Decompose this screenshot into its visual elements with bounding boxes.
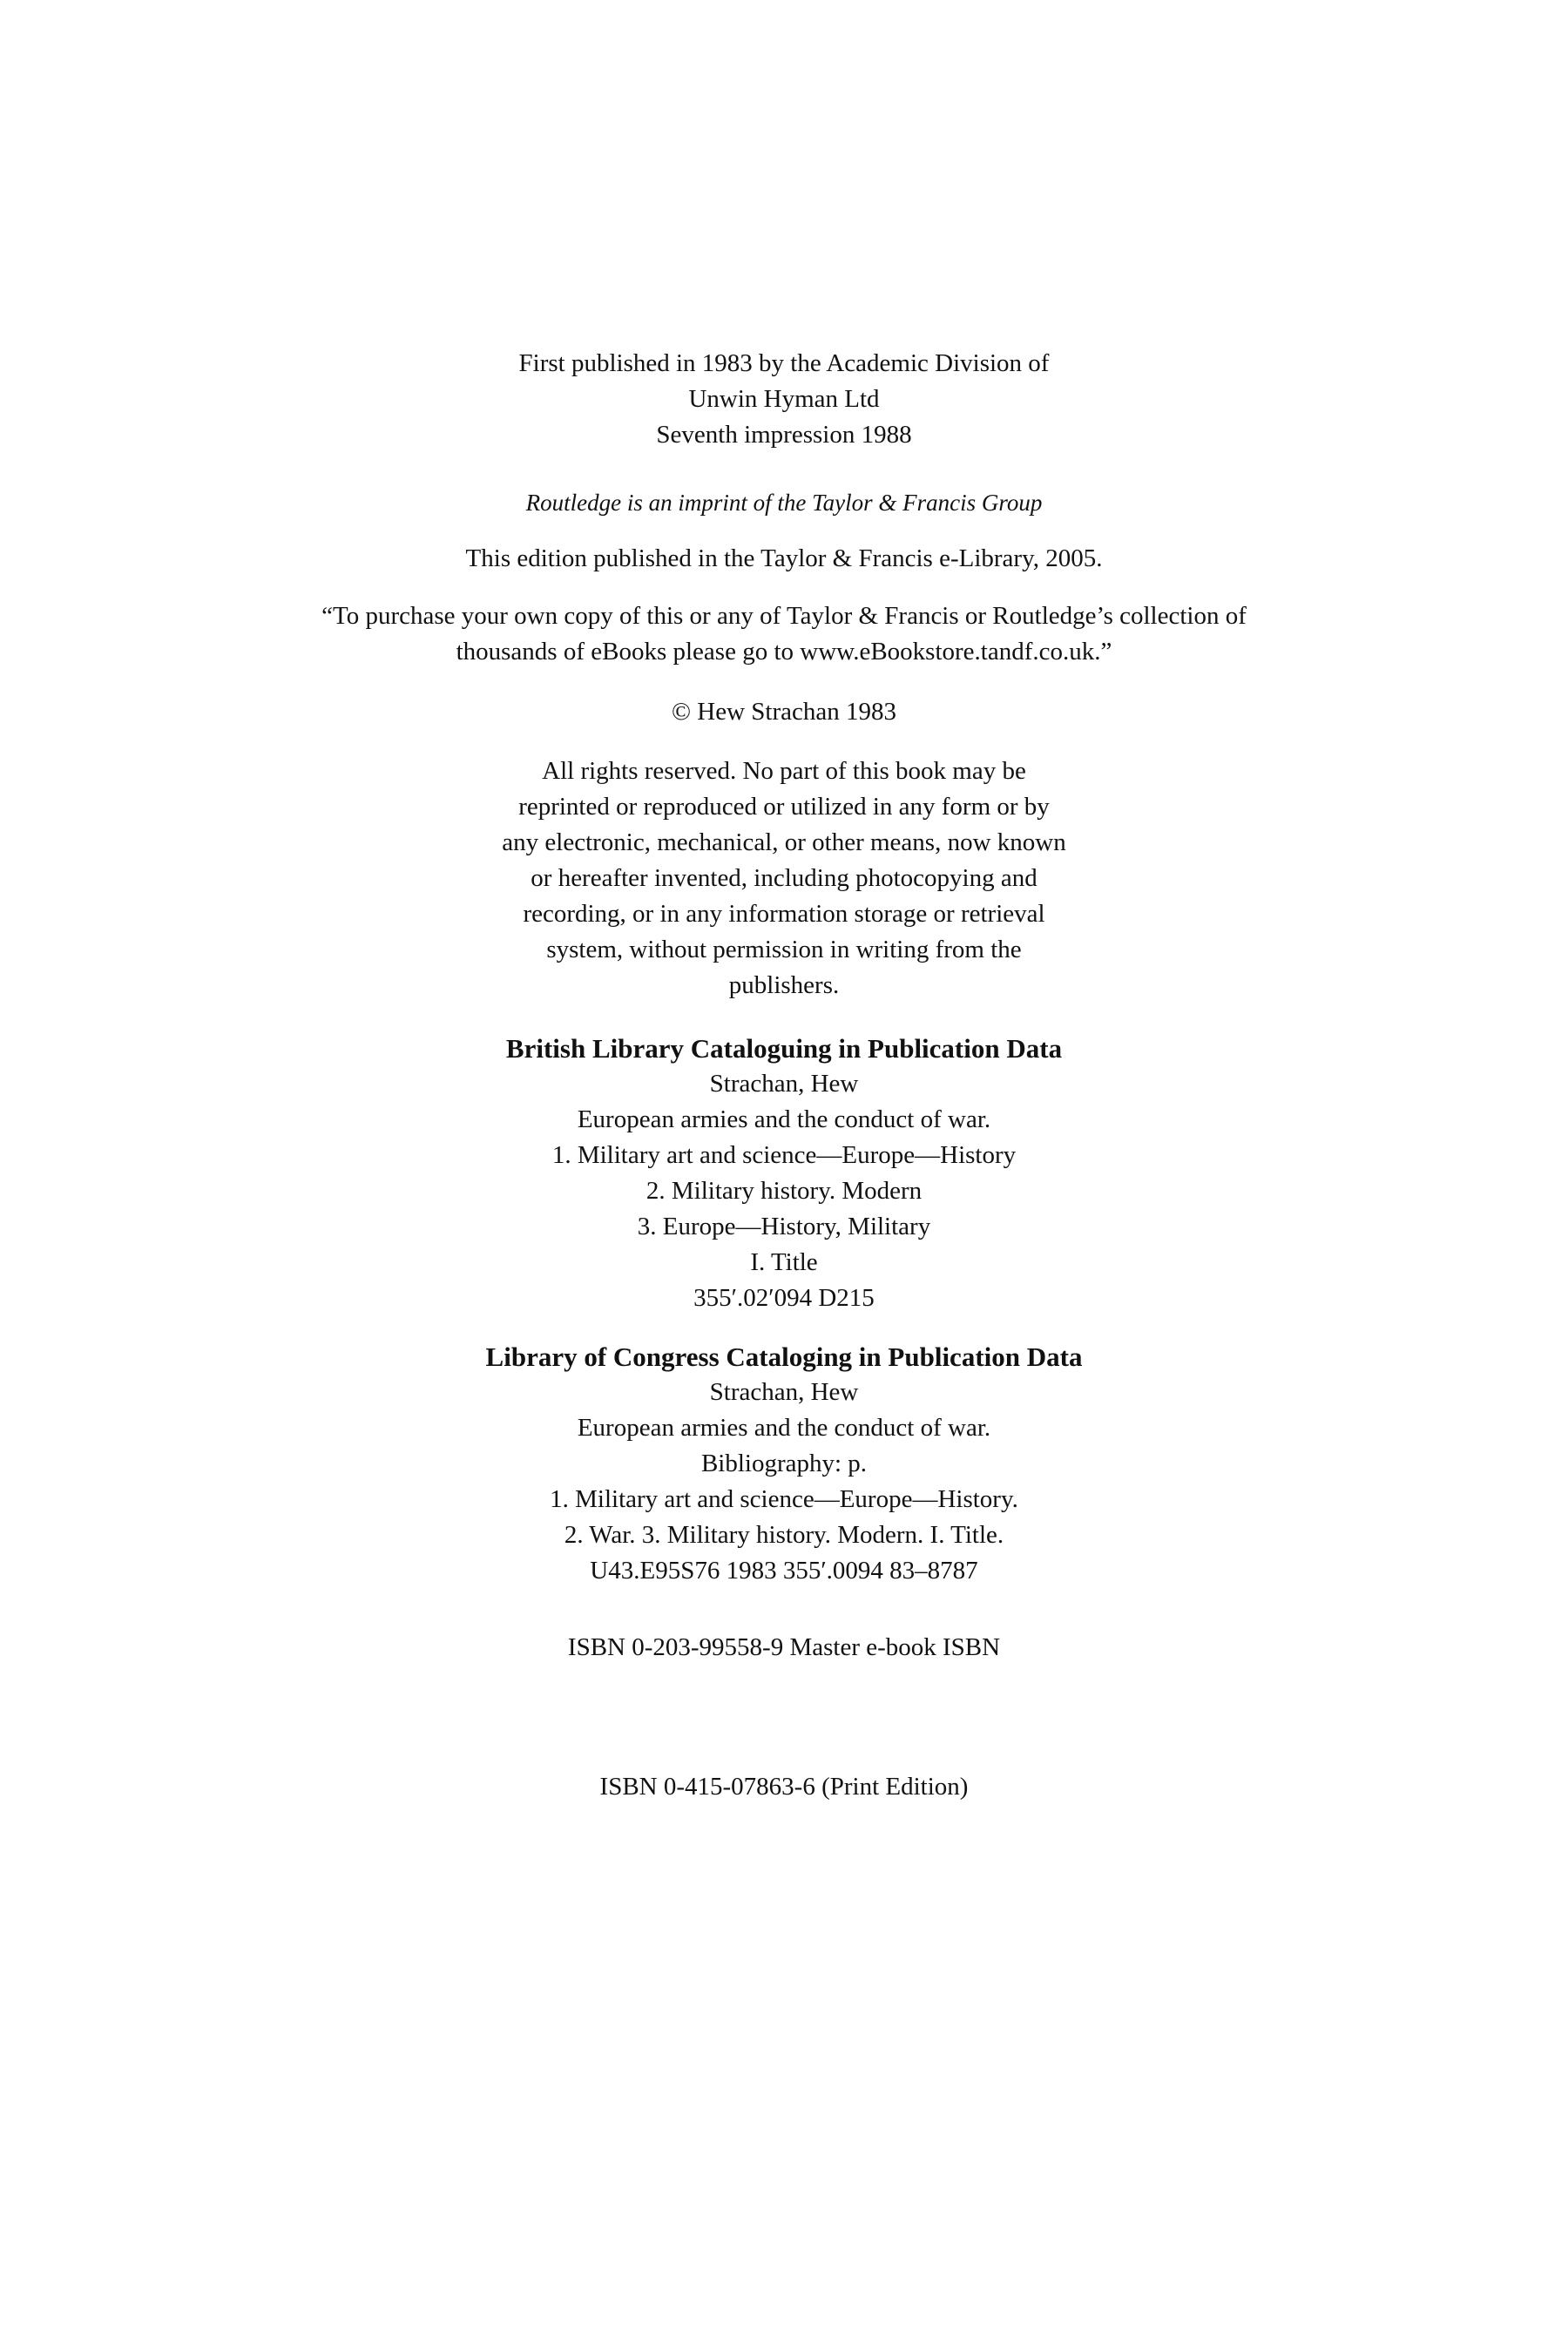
rights-line: publishers.	[728, 971, 840, 999]
edition-note: This edition published in the Taylor & Francis e-Library, 2005.	[465, 544, 1103, 572]
library-of-congress-block	[0, 1339, 1568, 1589]
catalogue-line: Strachan, Hew	[709, 1378, 859, 1406]
catalogue-line: U43.E95S76 1983 355′.0094 83–8787	[590, 1557, 978, 1585]
impression-line: Seventh impression 1988	[656, 421, 912, 449]
catalogue-line: I. Title	[750, 1248, 818, 1276]
rights-line: or hereafter invented, including photocopying and	[531, 864, 1037, 892]
print-isbn: ISBN 0-415-07863-6 (Print Edition)	[599, 1773, 969, 1801]
rights-line: any electronic, mechanical, or other means, now known	[502, 828, 1066, 856]
first-published-block	[0, 346, 1568, 453]
catalogue-line: 1. Military art and science—Europe—History.	[550, 1485, 1018, 1513]
ebook-isbn-block	[0, 1630, 1568, 1666]
edition-note-block	[0, 541, 1568, 577]
rights-line: system, without permission in writing from the	[546, 936, 1022, 963]
british-library-block	[0, 1031, 1568, 1316]
british-library-heading: British Library Cataloguing in Publication Data	[505, 1033, 1063, 1064]
first-published-line: First published in 1983 by the Academic Division of	[518, 349, 1050, 377]
catalogue-line: 2. War. 3. Military history. Modern. I. Title.	[564, 1521, 1004, 1549]
catalogue-line: European armies and the conduct of war.	[577, 1105, 991, 1133]
print-isbn-block	[0, 1769, 1568, 1805]
purchase-line: thousands of eBooks please go to www.eBookstore.tandf.co.uk.”	[456, 638, 1112, 666]
catalogue-line: European armies and the conduct of war.	[577, 1414, 991, 1442]
library-of-congress-heading: Library of Congress Cataloging in Publication Data	[485, 1342, 1083, 1372]
catalogue-line: 1. Military art and science—Europe—History	[551, 1141, 1017, 1169]
catalogue-line: 2. Military history. Modern	[645, 1177, 923, 1205]
publisher-line: Unwin Hyman Ltd	[688, 385, 880, 413]
rights-line: All rights reserved. No part of this book may be	[542, 757, 1026, 785]
purchase-line: “To purchase your own copy of this or any of Taylor & Francis or Routledge’s collection of	[321, 602, 1247, 630]
imprint-note-block	[0, 485, 1568, 521]
copyright-block	[0, 694, 1568, 730]
catalogue-line: 3. Europe—History, Military	[637, 1213, 931, 1240]
rights-block	[0, 754, 1568, 1004]
copyright-notice: © Hew Strachan 1983	[672, 698, 896, 726]
ebook-isbn: ISBN 0-203-99558-9 Master e-book ISBN	[567, 1633, 1001, 1661]
imprint-note: Routledge is an imprint of the Taylor & Francis Group	[525, 490, 1043, 516]
rights-line: recording, or in any information storage or retrieval	[523, 900, 1045, 928]
catalogue-line: Bibliography: p.	[700, 1450, 868, 1477]
catalogue-line: Strachan, Hew	[709, 1070, 859, 1098]
rights-line: reprinted or reproduced or utilized in any form or by	[518, 793, 1050, 821]
catalogue-line: 355′.02′094 D215	[693, 1284, 875, 1312]
purchase-note-block	[0, 598, 1568, 670]
